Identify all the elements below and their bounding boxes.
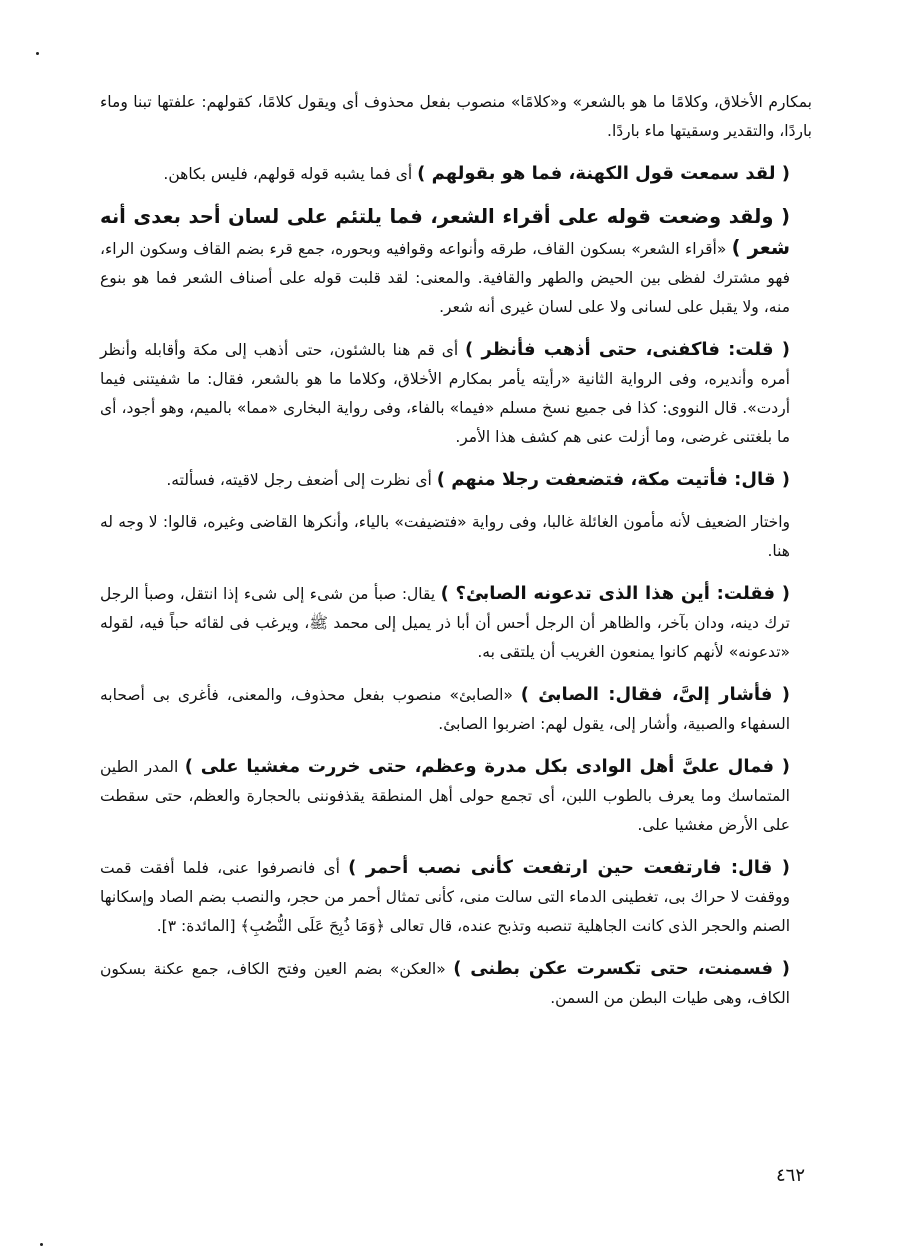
page-body — [100, 88, 812, 1026]
paragraph-4 — [100, 335, 812, 452]
paragraph-text: بمكارم الأخلاق، وكلامًا ما هو بالشعر» و«كلامًا» منصوب بفعل محذوف أى ويقول كلامًا، كقولهم: علفتها تبنا وماء باردًا، والتقدير وسقيتها ماء باردًا. — [100, 93, 812, 140]
paragraph-text: أى فانصرفوا عنى، فلما أفقت قمت ووقفت لا حراك بى، تغطينى الدماء التى سالت منى، كأنى تمثال أحمر من حجر، والنصب بضم الصاد وإسكانها الصنم والحجر الذى كانت الجاهلية تنصبه وتذبح عنده، قال تعالى ﴿وَمَا ذُبِحَ عَلَى النُّصُبِ﴾ [المائدة: ٣]. — [100, 859, 790, 935]
paragraph-heading: ( قال: فارتفعت حين ارتفعت كأنى نصب أحمر ) — [348, 857, 790, 878]
paragraph-heading: ( قال: فأتيت مكة، فتضعفت رجلا منهم ) — [436, 469, 790, 490]
paragraph-heading: ( ولقد وضعت قوله على أقراء الشعر، فما يلتئم على لسان أحد بعدى أنه شعر ) — [100, 205, 790, 259]
paragraph-7 — [100, 579, 812, 667]
paragraph-3 — [100, 202, 812, 322]
paragraph-text: المدر الطين المتماسك وما يعرف بالطوب اللبن، أى تجمع حولى أهل المنطقة يقذفوننى بالحجارة والعظم، حتى سقطت على الأرض مغشيا على. — [100, 758, 790, 834]
paragraph-heading: ( فمال علىَّ أهل الوادى بكل مدرة وعظم، حتى خررت مغشيا على ) — [184, 756, 790, 777]
paragraph-text: أى نظرت إلى أضعف رجل لاقيته، فسألته. — [166, 471, 432, 489]
paragraph-6 — [100, 508, 812, 566]
scan-speck — [40, 1243, 43, 1246]
paragraph-heading: ( لقد سمعت قول الكهنة، فما هو بقولهم ) — [417, 163, 790, 184]
paragraph-1 — [100, 88, 812, 146]
paragraph-10 — [100, 853, 812, 941]
paragraph-8 — [100, 680, 812, 739]
paragraph-9 — [100, 752, 812, 840]
paragraph-text: «الصابئ» منصوب بفعل محذوف، والمعنى، فأغرى بى أصحابه السفهاء والصبية، وأشار إلى، يقول لهم: اضربوا الصابئ. — [100, 686, 790, 733]
paragraph-text: واختار الضعيف لأنه مأمون الغائلة غالبا، وفى رواية «فتضيفت» بالياء، وأنكرها القاضى وغيره، قالوا: لا وجه له هنا. — [100, 513, 790, 560]
paragraph-text: يقال: صبأ من شىء إلى شىء إذا انتقل، وصبأ الرجل ترك دينه، ودان بآخر، والظاهر أن الرجل أحس أن أبا ذر يميل إلى محمد ﷺ، ويرغب فى لقائه حباً فيه، لقوله «تدعونه» لأنهم كانوا يمنعون الغريب أن يلتقى به. — [100, 585, 790, 661]
paragraph-5 — [100, 465, 812, 495]
paragraph-heading: ( فسمنت، حتى تكسرت عكن بطنى ) — [453, 958, 790, 979]
paragraph-heading: ( قلت: فاكفنى، حتى أذهب فأنظر ) — [465, 339, 790, 360]
paragraph-text: «أقراء الشعر» بسكون القاف، طرقه وأنواعه وقوافيه وبحوره، جمع قرء بضم القاف وسكون الراء، فهو مشترك لفظى بين الحيض والطهر والقافية. والمعنى: لقد قلبت قوله على أصناف الشعر فما هو بنوع منه، ولا يقبل على لسانى ولا على لسان غيرى أنه شعر. — [100, 240, 790, 316]
paragraph-heading: ( فقلت: أين هذا الذى تدعونه الصابئ؟ ) — [440, 583, 790, 604]
paragraph-2 — [100, 159, 812, 189]
paragraph-text: أى قم هنا بالشئون، حتى أذهب إلى مكة وأقابله وأنظر أمره وأنديره، وفى الرواية الثانية «رأيته يأمر بمكارم الأخلاق، وكلاما ما هو بالشعر، فقال: ما شفيتنى فيما أردت». قال النووى: كذا فى جميع نسخ مسلم «فيما» بالفاء، وفى رواية البخارى «مما» بالميم، وهو أجود، أى ما بلغتنى غرضى، وما أزلت عنى هم كشف هذا الأمر. — [100, 341, 790, 446]
paragraph-11 — [100, 954, 812, 1013]
paragraph-text: أى فما يشبه قوله قولهم، فليس بكاهن. — [163, 165, 413, 183]
scan-speck — [36, 52, 39, 55]
page-number: ٤٦٢ — [775, 1165, 805, 1186]
paragraph-heading: ( فأشار إلىَّ، فقال: الصابئ ) — [520, 684, 790, 705]
paragraph-text: «العكن» بضم العين وفتح الكاف، جمع عكنة بسكون الكاف، وهى طيات البطن من السمن. — [100, 960, 790, 1007]
